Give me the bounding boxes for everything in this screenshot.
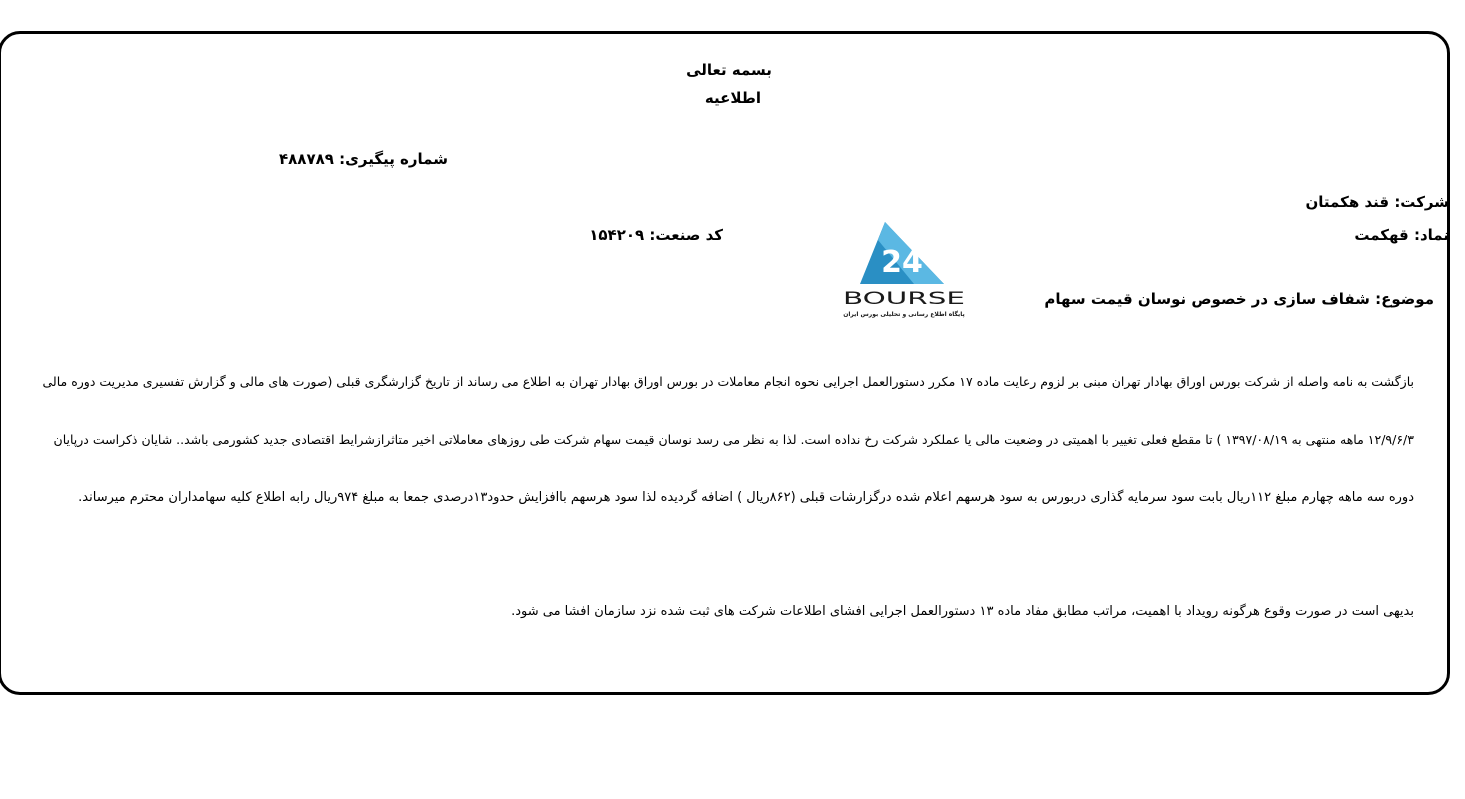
announcement-frame [0,31,1450,695]
symbol-field [1354,226,1449,244]
tracking-label: شماره پیگیری: [339,150,448,168]
symbol-label: نماد: [1413,226,1449,244]
logo-tagline: پایگاه اطلاع رسانی و تحلیلی بورس ایران [843,311,965,318]
symbol-value: قهکمت [1354,226,1409,244]
logo-wordmark: BOURSE [843,289,965,309]
company-field [1306,193,1450,211]
industry-label: کد صنعت: [649,226,723,244]
body-line-2: ۱۲/۹/۶/۳ ماهه منتهی به ۱۳۹۷/۰۸/۱۹ ) تا مقطع فعلی تغییر با اهمیتی در وضعیت مالی یا عملکرد شرکت رخ نداده است. لذا به نظر می رسد نوسان قیمت سهام شرکت طی روزهای معاملاتی اخیر متاثرازشرایط اقتصادی جدید کشورمی باشد.. شایان ذکراست درپایان [53,432,1414,447]
bourse24-logo-icon [838,214,970,322]
company-label: شرکت: [1394,193,1449,211]
bourse24-logo [838,214,970,322]
industry-value: ۱۵۴۲۰۹ [589,226,645,244]
body-line-3: دوره سه ماهه چهارم مبلغ ۱۱۲ریال بابت سود سرمایه گذاری دربورس به سود هرسهم اعلام شده درگزارشات قبلی (۸۶۲ریال ) اضافه گردیده لذا سود هرسهم باافزایش حدود۱۳درصدی جمعا به مبلغ ۹۷۴ریال رابه اطلاع کلیه سهامداران محترم میرساند. [78,490,1414,505]
subject-label: موضوع: [1375,290,1434,308]
body-line-1: بازگشت به نامه واصله از شرکت بورس اوراق بهادار تهران مبنی بر لزوم رعایت ماده ۱۷ مکرر دستورالعمل اجرایی نحوه انجام معاملات در بورس اوراق بهادار تهران به اطلاع می رساند از تاریخ گزارشگری قبلی (صورت های مالی و گزارش تفسیری مدیریت دوره مالی [42,374,1414,389]
industry-code [589,226,723,244]
tracking-number [278,150,448,168]
logo-number: 24 [881,245,923,280]
subject-field [1044,290,1434,308]
tracking-value: ۴۸۸۷۸۹ [278,150,334,168]
closing-statement: بدیهی است در صورت وقوع هرگونه رویداد با اهمیت، مراتب مطابق مفاد ماده ۱۳ دستورالعمل اجرایی افشای اطلاعات شرکت های ثبت شده نزد سازمان افشا می شود. [511,604,1414,619]
bismillah-heading: بسمه تعالی [686,61,772,79]
subject-value: شفاف سازی در خصوص نوسان قیمت سهام [1044,290,1370,308]
announcement-title: اطلاعیه [704,89,762,107]
company-value: قند هکمتان [1305,193,1390,211]
